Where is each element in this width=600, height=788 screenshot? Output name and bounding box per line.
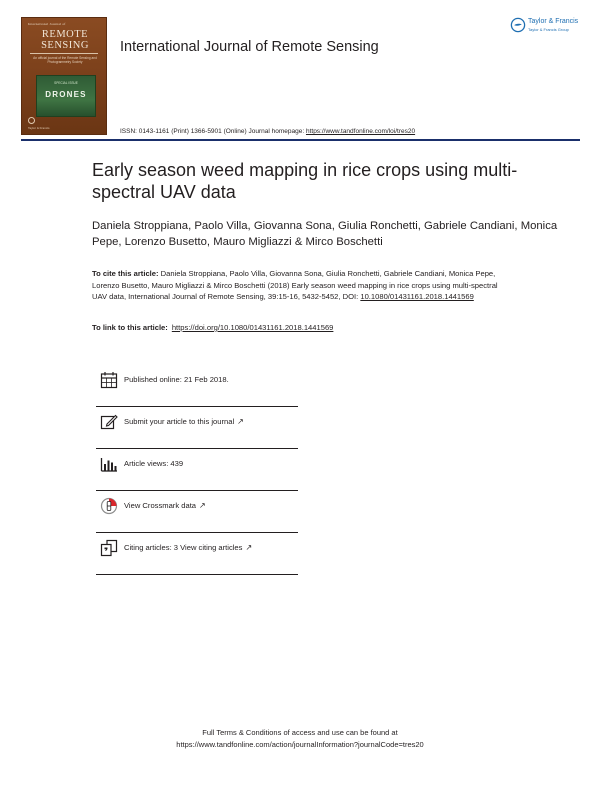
issn-line	[120, 128, 415, 135]
submit-article-link[interactable]	[124, 417, 244, 426]
journal-cover	[21, 17, 107, 135]
issn-text: ISSN: 0143-1161 (Print) 1366-5901 (Online) Journal homepage:	[120, 128, 306, 135]
citation-label: To cite this article:	[92, 269, 159, 278]
cover-subtitle: An official journal of the Remote Sensing and Photogrammetry Society	[33, 56, 97, 64]
crossmark-link[interactable]	[124, 501, 206, 510]
article-link-url[interactable]: https://doi.org/10.1080/01431161.2018.1441569	[171, 323, 334, 332]
footer-terms-text: Full Terms & Conditions of access and use can be found at	[202, 728, 398, 737]
article-views: Article views: 439	[124, 459, 184, 468]
citation-doi-link[interactable]: 10.1080/01431161.2018.1441569	[360, 292, 474, 302]
submit-article-row[interactable]	[96, 407, 298, 449]
cover-publisher-logo-icon	[28, 117, 35, 124]
article-link-line	[92, 323, 333, 332]
cover-box-pre: SPECIAL ISSUE	[54, 81, 78, 85]
crossmark-row[interactable]	[96, 491, 298, 533]
cover-title-line1: REMOTE	[41, 29, 89, 40]
cover-bottom-text: Taylor & Francis	[28, 126, 50, 130]
citing-articles-link[interactable]	[124, 543, 252, 552]
cover-drones-image	[36, 75, 96, 117]
citing-articles-icon	[100, 539, 118, 557]
citation-text: Daniela Stroppiana, Paolo Villa, Giovanna Sona, Giulia Ronchetti, Gabriele Candiani, Monica Pepe, Lorenzo Busetto, Mauro Migliazzi & Mirco Boschetti (2018) Early season weed mapping in rice crops using multi-spectral UAV data, International Journal of Remote Sensing, 39:15-16, 5432-5452, DOI:	[92, 269, 498, 302]
published-date: Published online: 21 Feb 2018.	[124, 375, 229, 384]
bar-chart-icon	[100, 455, 118, 473]
journal-title: International Journal of Remote Sensing	[120, 39, 379, 55]
cover-box-title: DRONES	[45, 90, 87, 99]
footer	[0, 727, 600, 751]
edit-icon	[100, 413, 118, 431]
cover-title-line2: SENSING	[41, 40, 89, 51]
header-rule	[21, 139, 580, 141]
journal-homepage-link[interactable]: https://www.tandfonline.com/loi/tres20	[305, 128, 416, 135]
cover-top-text: International Journal of	[28, 22, 66, 26]
publisher-logo[interactable]	[510, 17, 586, 35]
citation-block	[92, 268, 502, 303]
article-info-list	[96, 365, 298, 575]
citing-articles-label: Citing articles: 3 View citing articles	[124, 543, 243, 552]
external-link-icon: ↗	[237, 417, 244, 426]
article-authors: Daniela Stroppiana, Paolo Villa, Giovanna Sona, Giulia Ronchetti, Gabriele Candiani, Monica Pepe, Lorenzo Busetto, Mauro Migliazzi & Mirco Boschetti	[92, 220, 558, 248]
submit-article-label: Submit your article to this journal	[124, 417, 235, 426]
calendar-icon	[100, 371, 118, 389]
footer-terms-link[interactable]: https://www.tandfonline.com/action/journalInformation?journalCode=tres20	[176, 740, 424, 749]
external-link-icon: ↗	[245, 543, 253, 552]
external-link-icon: ↗	[199, 501, 206, 510]
article-views-row	[96, 449, 298, 491]
crossmark-icon	[100, 497, 118, 515]
published-row	[96, 365, 298, 407]
publisher-logo-icon	[510, 17, 526, 33]
article-title: Early season weed mapping in rice crops using multi-spectral UAV data	[92, 160, 518, 202]
citing-articles-row[interactable]	[96, 533, 298, 575]
publisher-name: Taylor & Francis	[528, 18, 579, 25]
cover-rule	[30, 53, 98, 54]
publisher-subname: Taylor & Francis Group	[528, 27, 569, 32]
article-link-label: To link to this article:	[92, 323, 168, 332]
crossmark-label: View Crossmark data	[124, 501, 197, 510]
